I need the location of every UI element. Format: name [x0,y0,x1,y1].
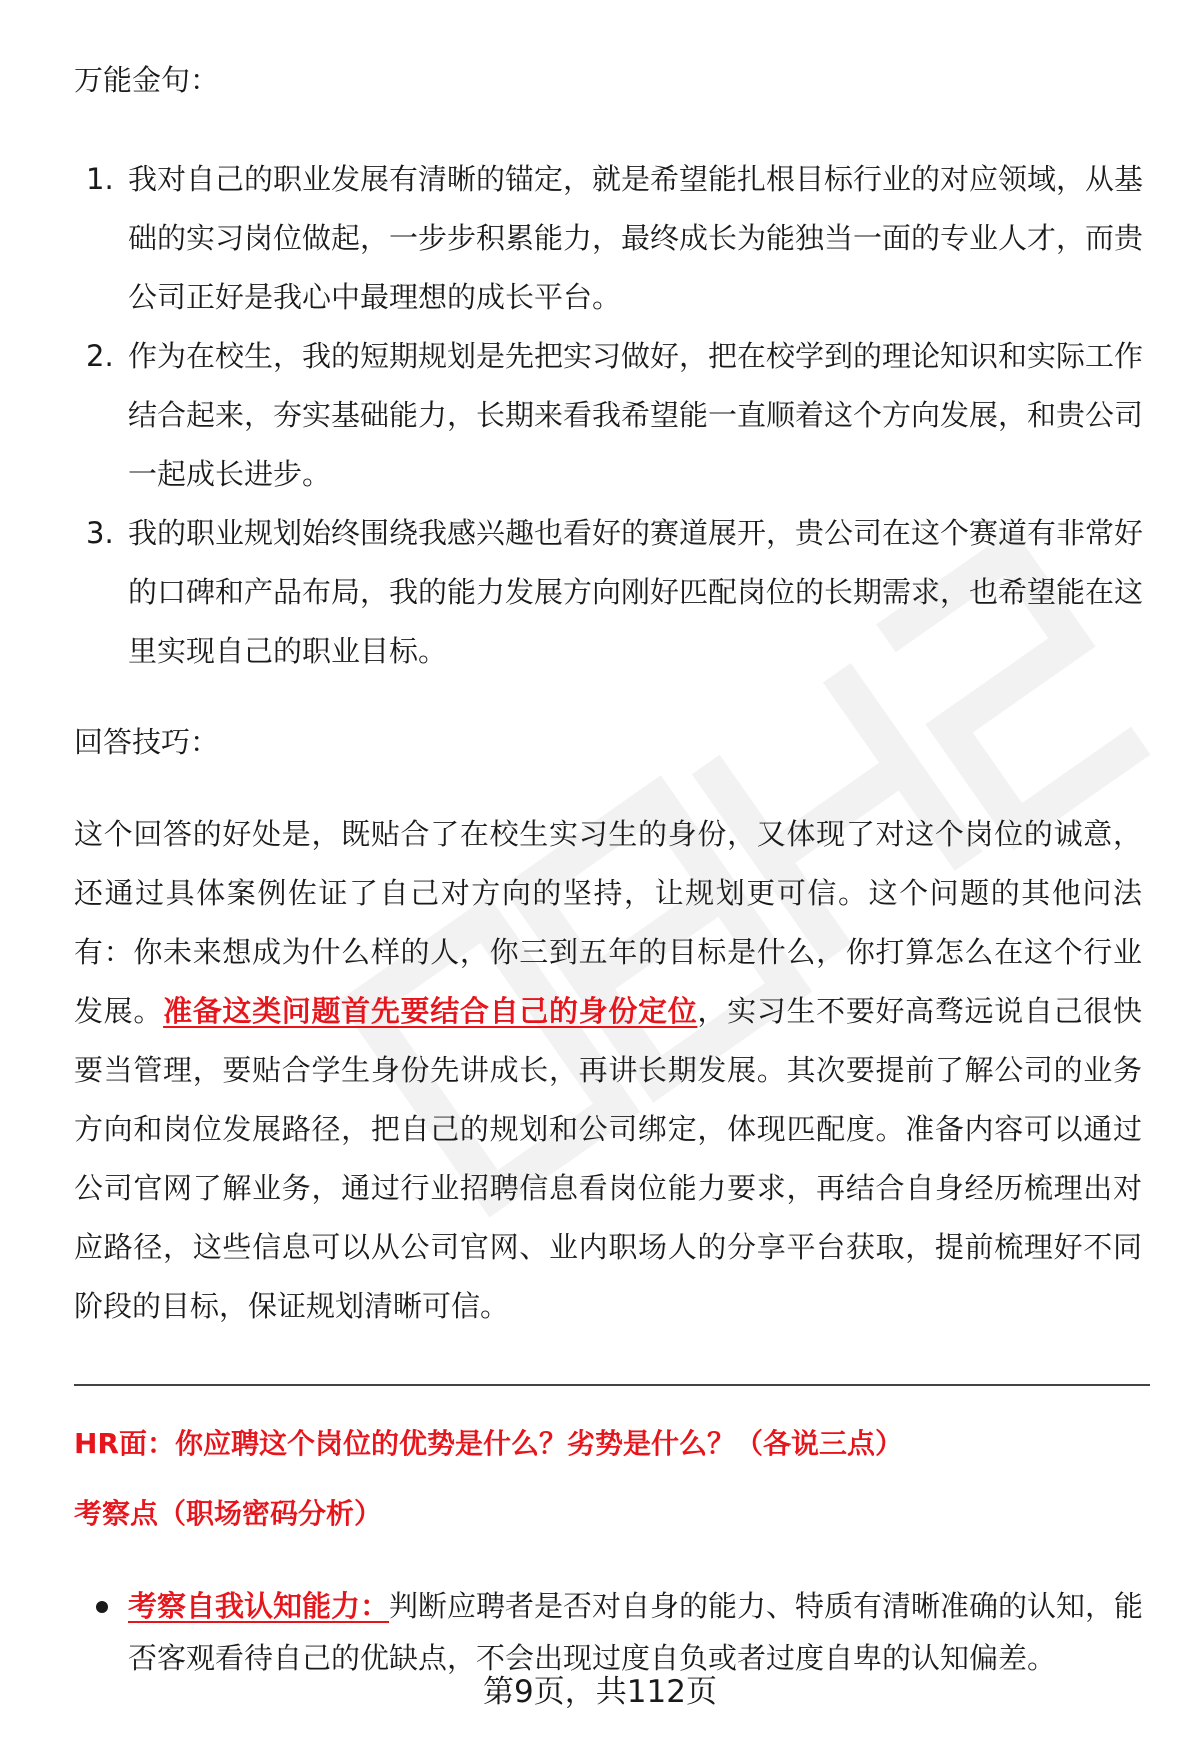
golden-sentence-list [74,150,1144,681]
list-item-number: 2. [86,339,114,373]
list-item-number: 1. [86,162,114,196]
page-number: 第9页，共112页 [483,1674,717,1710]
list-item-number: 3. [86,516,114,550]
list-item-text: 我对自己的职业发展有清晰的锚定，就是希望能扎根目标行业的对应领域，从基础的实习岗位做起，一步步积累能力，最终成长为能独当一面的专业人才，而贵公司正好是我心中最理想的成长平台。 [128,162,1144,314]
list-item [74,504,1144,681]
paragraph-text: ，实习生不要好高骛远说自己很快要当管理，要贴合学生身份先讲成长，再讲长期发展。其次要提前了解公司的业务方向和岗位发展路径，把自己的规划和公司绑定，体现匹配度。准备内容可以通过公司官网了解业务，通过行业招聘信息看岗位能力要求，再结合自身经历梳理出对应路径，这些信息可以从公司官网、业内职场人的分享平台获取，提前梳理好不同阶段的目标，保证规划清晰可信。 [74,994,1142,1323]
list-item [90,1580,1150,1684]
answer-tips-paragraph [74,805,1142,1336]
list-item [74,327,1144,504]
assessment-bullet-list [90,1580,1150,1684]
hr-question-heading: HR面：你应聘这个岗位的优势是什么？劣势是什么？（各说三点） [74,1427,903,1460]
assessment-point-heading: 考察点（职场密码分析） [74,1497,383,1530]
paragraph-text: 这个回答的好处是，既贴合了在校生实习生的身份，又体现了对这个岗位的诚意，还通过具体案例佐证了自己对方向的坚持，让规划更可信。这个问题的其他问法有：你未来想成为什么样的人，你三到五年的目标是什么，你打算怎么在这个行业发展。 [74,817,1142,1028]
section-label-answer-tips: 回答技巧： [74,725,220,759]
section-label-golden-sentences: 万能金句： [74,63,220,97]
list-item [74,150,1144,327]
highlighted-text: 准备这类问题首先要结合自己的身份定位 [163,994,698,1028]
list-item-text: 我的职业规划始终围绕我感兴趣也看好的赛道展开，贵公司在这个赛道有非常好的口碑和产品布局，我的能力发展方向刚好匹配岗位的长期需求，也希望能在这里实现自己的职业目标。 [128,516,1144,668]
list-item-text: 作为在校生，我的短期规划是先把实习做好，把在校学到的理论知识和实际工作结合起来，夯实基础能力，长期来看我希望能一直顺着这个方向发展，和贵公司一起成长进步。 [128,339,1144,491]
highlighted-text: 考察自我认知能力： [128,1589,390,1623]
list-item-text: 判断应聘者是否对自身的能力、特质有清晰准确的认知，能否客观看待自己的优缺点，不会出现过度自负或者过度自卑的认知偏差。 [128,1589,1144,1675]
section-divider [74,1384,1150,1386]
bullet-dot [96,1601,108,1613]
